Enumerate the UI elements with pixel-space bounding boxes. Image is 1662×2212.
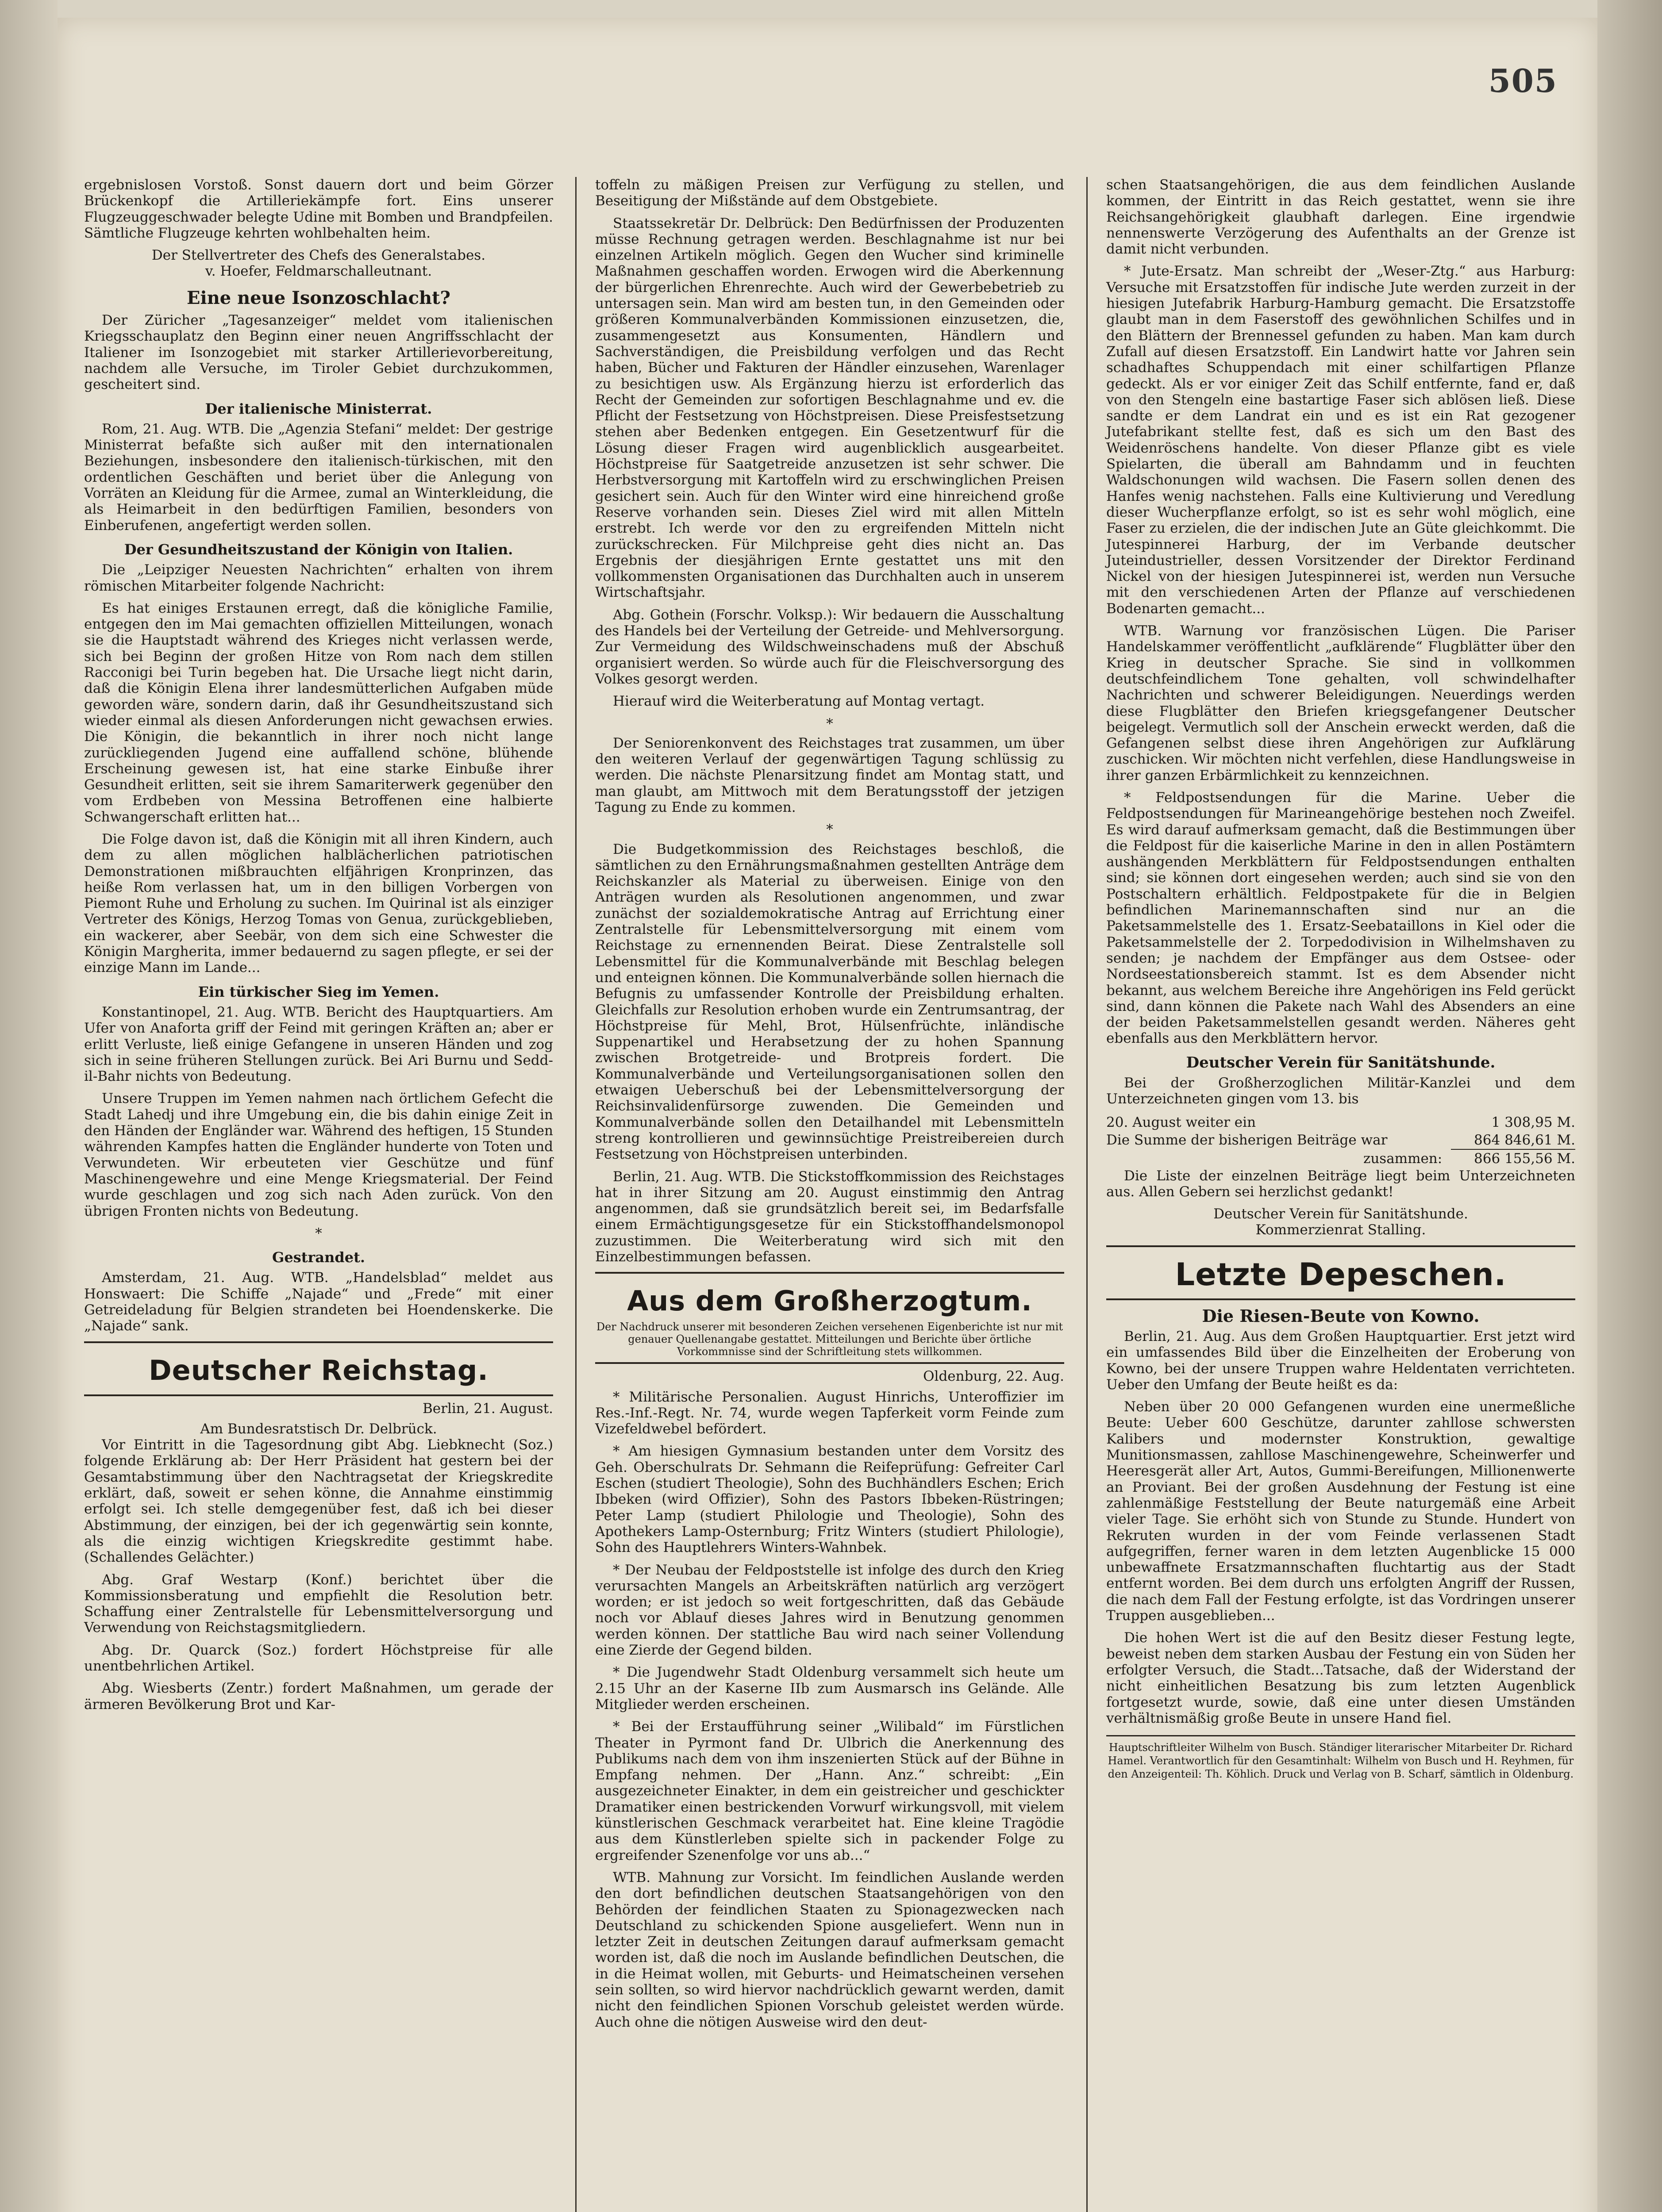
paragraph: Der Seniorenkonvent des Reichstages trat zusammen, um über den weiteren Verlauf der gegenwärtigen Tagung schlüssig zu werden. Die nächste Plenarsitzung findet am Montag statt, und man glaubt, am Mittwoch mit dem Beratungsstoff der jetzigen Tagung zu Ende zu kommen. [595,735,1064,815]
subheading: Am Bundesratstisch Dr. Delbrück. [200,1421,437,1437]
article-heading: Ein türkischer Sieg im Yemen. [198,983,439,1000]
donation-table [1106,1114,1575,1168]
paragraph: Abg. Graf Westarp (Konf.) berichtet über die Kommissionsberatung und empfiehlt die Resolution betr. Schaffung einer Zentralstelle für Lebensmittelversorgung und Verwendung von Reichstagsmitgliedern. [84,1571,553,1636]
imprint: Hauptschriftleiter Wilhelm von Busch. Ständiger literarischer Mitarbeiter Dr. Richard Hamel. Verantwortlich für den Gesamtinhalt: Wilhelm von Busch und H. Reyhmen, für den Anzeigenteil: Th. Köhlich. Druck und Verlag von B. Scharf, sämtlich in Oldenburg. [1106,1735,1575,1781]
article-heading: Die Riesen-Beute von Kowno. [1202,1306,1480,1326]
paragraph: * Am hiesigen Gymnasium bestanden unter dem Vorsitz des Geh. Oberschulrats Dr. Sehmann die Reifeprüfung: Gefreiter Carl Eschen (studiert Theologie), Sohn des Buchhändlers Eschen; Erich Ibbeken (wird Offizier), Sohn des Pastors Ibbeken-Rüstringen; Peter Lamp (studiert Philologie und Theologie), Sohn des Apothekers Lamp-Osternburg; Fritz Winters (studiert Philologie), Sohn des Hauptlehrers Winters-Wahnbek. [595,1443,1064,1556]
paragraph: Amsterdam, 21. Aug. WTB. „Handelsblad“ meldet aus Honswaert: Die Schiffe „Najade“ und „Frede“ mit einer Getreideladung für Belgien strandeten bei Hoendenskerke. Die „Najade“ sank. [84,1270,553,1334]
signature: v. Hoefer, Feldmarschalleutnant. [205,263,432,280]
paragraph: Vor Eintritt in die Tagesordnung gibt Abg. Liebknecht (Soz.) folgende Erklärung ab: Der Herr Präsident hat gestern bei der Gesamtabstimmung über den Nachtragsetat der Kriegskredite erklärt, daß, soweit er sehen könne, die Annahme einstimmig erfolgt sei. Ich stelle demgegenüber fest, daß ich bei dieser Abstimmung, der einzigen, bei der ich gegenwärtig sein konnte, als die einzig wichtigen Kriegskredite gestimmt habe. (Schallendes Gelächter.) [84,1437,553,1566]
table-cell: 1 308,95 M. [1491,1114,1575,1130]
section-heading: Aus dem Großherzogtum. [627,1285,1032,1317]
paragraph: Abg. Gothein (Forschr. Volksp.): Wir bedauern die Ausschaltung des Handels bei der Verteilung der Getreide- und Mehlversorgung. Zur Vermeidung des Wildschweinschadens muß der Abschuß organisiert werden. So würde auch für die Fleischversorgung des Volkes gesorgt werden. [595,607,1064,687]
column-1 [84,177,553,1719]
paragraph: Berlin, 21. Aug. WTB. Die Stickstoffkommission des Reichstages hat in ihrer Sitzung am 20. August einstimmig den Antrag angenommen, daß sie grundsätzlich bereit sei, im Bedarfsfalle einem Ermächtigungsgesetze für ein Stickstoffhandelsmonopol zuzustimmen. Die Weiterberatung wird sich mit den Einzelbestimmungen befassen. [595,1168,1064,1265]
paragraph: Abg. Dr. Quarck (Soz.) fordert Höchstpreise für alle unentbehrlichen Artikel. [84,1642,553,1674]
signature: Kommerzienrat Stalling. [1255,1222,1426,1238]
paragraph: Berlin, 21. Aug. Aus dem Großen Hauptquartier. Erst jetzt wird ein umfassendes Bild über die Einzelheiten der Eroberung von Kowno, bei der unsere Truppen wahre Heldentaten verrichteten. Ueber den Umfang der Beute heißt es da: [1106,1329,1575,1393]
paragraph: Der Züricher „Tagesanzeiger“ meldet vom italienischen Kriegsschauplatz den Beginn einer neuen Angriffsschlacht der Italiener im Isonzogebiet mit starker Artillerievorbereitung, nachdem alle Versuche, im Tiroler Gebiet durchzukommen, gescheitert sind. [84,312,553,393]
paragraph: Unsere Truppen im Yemen nahmen nach örtlichem Gefecht die Stadt Lahedj und ihre Umgebung ein, die bis dahin einige Zeit in den Händen der Engländer war. Während des heftigen, 15 Stunden währenden Kampfes hatten die Engländer hunderte von Toten und Verwundeten. Wir erbeuteten vier Geschütze und fünf Maschinengewehre und eine Menge Kriegsmaterial. Der Feind wurde geschlagen und zog sich nach Aden zurück. Von den übrigen Fronten nichts von Bedeutung. [84,1091,553,1219]
article-heading: Deutscher Verein für Sanitätshunde. [1186,1053,1496,1071]
column-rule [1086,177,1088,2212]
article-heading: Der Gesundheitszustand der Königin von Italien. [124,541,513,558]
paragraph: Rom, 21. Aug. WTB. Die „Agenzia Stefani“ meldet: Der gestrige Ministerrat befaßte sich außer mit den internationalen Beziehungen, insbesondere den italienisch-türkischen, mit den ordentlichen Geschäften und beriet über die Anlegung von Vorräten an Kleidung für die Armee, zumal an Winterkleidung, die als Heimarbeit in den bedürftigen Familien, besonders von Einberufenen, angefertigt werden sollen. [84,421,553,534]
table-row [1106,1114,1575,1131]
table-cell: 866 155,56 M. [1451,1149,1575,1167]
paragraph: schen Staatsangehörigen, die aus dem feindlichen Auslande kommen, der Eintritt in das Reich gestattet, wenn sie ihre Reichsangehörigkeit glaubhaft darlegen. Eine irgendwie nennenswerte Verzögerung des Aufenthalts an der Grenze ist damit nicht verbunden. [1106,177,1575,257]
article-heading: Der italienische Ministerrat. [205,400,432,417]
section-heading: Letzte Depeschen. [1175,1256,1507,1293]
table-row [1106,1131,1575,1149]
paragraph: Neben über 20 000 Gefangenen wurden eine unermeßliche Beute: Ueber 600 Geschütze, darunter zahllose schwersten Kalibers und modernster Konstruktion, gewaltige Munitionsmassen, zahllose Maschinengewehre, Scheinwerfer und Heeresgerät aller Art, Autos, Gummi-Bereifungen, Millionenwerte an Proviant. Bei der großen Ausdehnung der Festung ist eine zahlenmäßige Feststellung der Beute naturgemäß eine Arbeit vieler Tage. Sie erhöht sich von Stunde zu Stunde. Hundert von Rekruten wurden in der vom Feinde verlassenen Stadt aufgegriffen, ferner waren in dem letzten Augenblicke 15 000 unbewaffnete Ersatzmannschaften fluchtartig aus der Stadt entfernt worden. Bei dem durch uns erfolgten Angriff der Russen, die nach dem Fall der Festung erfolgte, ist das Vordringen unserer Truppen ausgeblieben... [1106,1399,1575,1624]
paragraph: toffeln zu mäßigen Preisen zur Verfügung zu stellen, und Beseitigung der Mißstände auf dem Obstgebiete. [595,177,1064,209]
paragraph: Die Folge davon ist, daß die Königin mit all ihren Kindern, auch dem zu allen möglichen halblächerlichen patriotischen Demonstrationen mißbrauchten elfjährigen Kronprinzen, das heiße Rom verlassen hat, um in den billigen Vorbergen von Piemont Ruhe und Erholung zu suchen. Im Quirinal ist als einziger Vertreter des Königs, Herzog Tomas von Genua, zurückgeblieben, ein wackerer, aber Seebär, von dem sich eine Schwester die Königin Margherita, immer bedauernd zu sagen pflegte, er sei der einzige Mann im Lande... [84,831,553,976]
paragraph: WTB. Warnung vor französischen Lügen. Die Pariser Handelskammer veröffentlicht „aufklärende“ Flugblätter über den Krieg in deutscher Sprache. Sie sind in vollkommen deutschfeindlichem Tone gehalten, voll schwindelhafter Nachrichten und schwerer Beleidigungen. Neuerdings werden diese Flugblätter den Briefen kriegsgefangener Deutscher beigelegt. Vermutlich soll der Anschein erweckt werden, daß die Gefangenen selbst diese ihren Angehörigen zur Aufklärung zuschicken. Wir möchten nicht verfehlen, diese Handlungsweise in ihrer ganzen Erbärmlichkeit zu kennzeichnen. [1106,623,1575,783]
paragraph: Die hohen Wert ist die auf den Besitz dieser Festung legte, beweist neben dem starken Ausbau der Festung ein von Süden her erfolgter Versuch, die Stadt...Tatsache, daß der Widerstand der nicht einheitlichen Besatzung bis zum letzten Augenblick fortgesetzt wurde, sowie, daß eine unter diesen Umständen verhältnismäßig große Beute in unsere Hand fiel. [1106,1630,1575,1726]
table-cell: 20. August weiter ein [1106,1114,1256,1130]
paragraph: * Der Neubau der Feldpoststelle ist infolge des durch den Krieg verursachten Mangels an Arbeitskräften natürlich arg verzögert worden; er ist jedoch so weit fortgeschritten, daß das Gebäude noch vor Ablauf dieses Jahres wird in Benutzung genommen werden können. Der stattliche Bau wird nach seiner Vollendung eine Zierde der Gegend bilden. [595,1562,1064,1659]
article-heading: Gestrandet. [272,1249,365,1266]
separator-star: * [826,715,833,732]
paragraph: Abg. Wiesberts (Zentr.) fordert Maßnahmen, um gerade der ärmeren Bevölkerung Brot und Kar- [84,1680,553,1713]
paragraph: Bei der Großherzoglichen Militär-Kanzlei und dem Unterzeichneten gingen vom 13. bis [1106,1075,1575,1107]
paragraph: ergebnislosen Vorstoß. Sonst dauern dort und beim Görzer Brückenkopf die Artilleriekämpfe fort. Eins unserer Flugzeuggeschwader belegte Udine mit Bomben und Brandpfeilen. Sämtliche Flugzeuge kehrten wohlbehalten heim. [84,177,553,241]
page-number: 505 [1488,62,1558,100]
paragraph: Staatssekretär Dr. Delbrück: Den Bedürfnissen der Produzenten müsse Rechnung getragen werden. Beschlagnahme ist nur bei einzelnen Artikeln möglich. Gegen den Wucher sind kriminelle Maßnahmen geschaffen worden. Erwogen wird die Aberkennung der bürgerlichen Ehrenrechte. Auch wird der Gewerbebetrieb zu untersagen sein. Man wird am besten tun, in den Gemeinden oder größeren Kommunalverbänden Kommissionen einzusetzen, die, zusammengesetzt aus Konsumenten, Händlern und Sachverständigen, die Preisbildung verfolgen und das Recht haben, Bücher und Fakturen der Händler einzusehen, Warenlager zu besichtigen usw. Als Ergänzung hierzu ist erforderlich das Recht der Gemeinden zur sofortigen Beschlagnahme und ev. die Pflicht der Festsetzung von Höchstpreisen. Diese Preisfestsetzung stehen aber Bedenken entgegen. Ein Gesetzentwurf für die Lösung dieser Fragen wird augenblicklich ausgearbeitet. Höchstpreise für Saatgetreide anzusetzen ist sehr schwer. Die Herbstversorgung mit Kartoffeln wird zu erschwinglichen Preisen gesichert sein. Auch für den Winter wird eine hinreichend große Reserve vorhanden sein. Dieses Ziel wird mit allen Mitteln erstrebt. Ich werde vor den zu ergreifenden Mitteln nicht zurückschrecken. Für Milchpreise geht dies nicht an. Das Ergebnis der diesjährigen Ernte gestattet uns mit den vollkommensten Organisationen das Durchhalten auch in unserem Wirtschaftsjahr. [595,215,1064,601]
separator-star: * [315,1225,322,1241]
binding-edge-left [0,0,58,2212]
paragraph: * Bei der Erstaufführung seiner „Wilibald“ im Fürstlichen Theater in Pyrmont fand Dr. Ulbrich die Anerkennung des Publikums nach dem von ihm inszenierten Stück auf der Bühne in Empfang nehmen. Der „Hann. Anz.“ schreibt: „Ein ausgezeichneter Einakter, in dem ein geistreicher und geschickter Dramatiker einen bestrickenden Vorwurf wirkungsvoll, mit vielem künstlerischen Geschmack verarbeitet hat. Eine kleine Tragödie aus dem Künstlerleben spielte sich in packender Folge zu ergreifender Szenenfolge vor uns ab...“ [595,1719,1064,1863]
paragraph: Die „Leipziger Neuesten Nachrichten“ erhalten von ihrem römischen Mitarbeiter folgende Nachricht: [84,562,553,594]
paragraph: * Jute-Ersatz. Man schreibt der „Weser-Ztg.“ aus Harburg: Versuche mit Ersatzstoffen für indische Jute werden zurzeit in der hiesigen Jutefabrik Harburg-Hamburg gemacht. Die Ersatzstoffe glaubt man in dem Faserstoff des gewöhnlichen Schilfes und in den Blättern der Brennessel gefunden zu haben. Man kam durch Zufall auf diesen Ersatzstoff. Ein Landwirt hatte vor Jahren sein schadhaftes Schuppendach mit einer schilfartigen Pflanze gedeckt. Als er vor einiger Zeit das Schilf entfernte, fand er, daß von den Stengeln eine bastartige Faser sich ablösen ließ. Diese sandte er dem Landrat ein und es ist ein Rat gezogener Jutefabrikant stellte fest, daß es sich um den Bast des Weidenröschens handelte. Von dieser Pflanze gibt es viele Spielarten, die überall am Bahndamm und in feuchten Waldschonungen wild wachsen. Die Fasern sollen denen des Hanfes wenig nachstehen. Falls eine Kultivierung und Veredlung dieser Wucherpflanze erfolgt, so ist es sehr wohl möglich, eine Faser zu erzielen, die der indischen Jute an Güte gleichkommt. Die Jutespinnerei Harburg, der im Verbande deutscher Juteindustrieller, dessen Vorsitzender der Direktor Ferdinand Nickel von der hiesigen Jutespinnerei ist, werden nun Versuche mit den verschiedenen Arten der Pflanze auf verschiedenen Bodenarten gemacht... [1106,263,1575,617]
column-3 [1106,177,1575,1781]
dateline: Berlin, 21. August. [423,1400,553,1417]
signature: Der Stellvertreter des Chefs des Generalstabes. [151,247,486,264]
paragraph: Die Budgetkommission des Reichstages beschloß, die sämtlichen zu den Ernährungsmaßnahmen gestellten Anträge dem Reichskanzler als Material zu überweisen. Einige von den Anträgen wurden als Resolutionen angenommen, und zwar zunächst der sozialdemokratische Antrag auf Errichtung einer Zentralstelle für Lebensmittelversorgung mit einem vom Reichstage zu ernennenden Beirat. Diese Zentralstelle soll Lebensmittel für die Kommunalverbände mit Beschlag belegen und enteignen können. Die Kommunalverbände sollen hiernach die Befugnis zu umfassender Kontrolle der Preisbildung erhalten. Gleichfalls zur Resolution erhoben wurde ein Zentrumsantrag, der Höchstpreise für Mehl, Brot, Hülsenfrüchte, inländische Suppenartikel und Herabsetzung der zu hohen Spannung zwischen Brotgetreide- und Brotpreis fordert. Die Kommunalverbände und Verteilungsorganisationen sollen den etwaigen Ueberschuß bei der Lebensmittelversorgung der Reichsinvalidenfürsorge zuwenden. Die Gemeinden und Kommunalverbände sollen den Detailhandel mit Lebensmitteln streng kontrollieren und gewinnsüchtige Preistreibereien durch Festsetzung von Höchstpreisen unterbinden. [595,841,1064,1163]
paragraph: WTB. Mahnung zur Vorsicht. Im feindlichen Auslande werden den dort befindlichen deutschen Staatsangehörigen von den Behörden der feindlichen Staaten zu Spionagezwecken nach Deutschland zu schickenden Spione ausgeliefert. Wenn nun in letzter Zeit in deutschen Zeitungen darauf aufmerksam gemacht worden ist, daß die noch im Auslande befindlichen Deutschen, die in die Heimat wollen, mit Geburts- und Heimatscheinen versehen sein sollten, so wird hiervor nachdrücklich gewarnt werden, damit nicht den feindlichen Spionen Vorschub geleistet werden würde. Auch ohne die nötigen Ausweise wird den deut- [595,1869,1064,2030]
paragraph: Konstantinopel, 21. Aug. WTB. Bericht des Hauptquartiers. Am Ufer von Anaforta griff der Feind mit geringen Kräften an; aber er erlitt Verluste, ließ einige Gefangene in unseren Händen und zog sich in seine früheren Stellungen zurück. Bei Ari Burnu und Sedd-il-Bahr nichts von Bedeutung. [84,1004,553,1085]
section-heading: Deutscher Reichstag. [149,1354,489,1386]
paragraph: * Die Jugendwehr Stadt Oldenburg versammelt sich heute um 2.15 Uhr an der Kaserne IIb zum Ausmarsch ins Gelände. Alle Mitglieder werden erscheinen. [595,1664,1064,1713]
reprint-notice: Der Nachdruck unserer mit besonderen Zeichen versehenen Eigenberichte ist nur mit genauer Quellenangabe gestattet. Mitteilungen und Berichte über örtliche Vorkommnisse sind der Schriftleitung stets willkommen. [596,1321,1063,1358]
table-cell: Die Summe der bisherigen Beiträge war [1106,1132,1388,1148]
paragraph: * Militärische Personalien. August Hinrichs, Unteroffizier im Res.-Inf.-Regt. Nr. 74, wurde wegen Tapferkeit vorm Feinde zum Vizefeldwebel befördert. [595,1389,1064,1437]
table-cell: zusammen: [1363,1150,1443,1167]
table-cell: 864 846,61 M. [1474,1132,1575,1148]
column-2 [595,177,1064,2036]
paragraph: Es hat einiges Erstaunen erregt, daß die königliche Familie, entgegen den im Mai gemachten offiziellen Mitteilungen, wonach sie die Hauptstadt während des Krieges nicht verlassen werde, sich bei Beginn der großen Hitze von Rom nach dem stillen Racconigi bei Turin begeben hat. Die Ursache liegt nicht darin, daß die Königin Elena ihrer landesmütterlichen Aufgaben müde geworden wäre, sondern darin, daß ihr Gesundheitszustand sich wieder einmal als diesen Anforderungen nicht gewachsen erwies. Die Königin, die bekanntlich in ihrer noch nicht lange zurückliegenden Jugend eine auffallend schöne, blühende Erscheinung gewesen ist, hat eine starke Einbuße ihrer Gesundheit erlitten, seit sie ihrem Samariterwerk gegenüber den vom Erdbeben von Messina Betroffenen eine halbierte Schwangerschaft erlitten hat... [84,600,553,825]
newspaper-page [58,18,1597,2212]
paragraph: Die Liste der einzelnen Beiträge liegt beim Unterzeichneten aus. Allen Gebern sei herzlichst gedankt! [1106,1167,1575,1200]
separator-star: * [826,822,833,838]
paragraph: Hierauf wird die Weiterberatung auf Montag vertagt. [613,693,985,710]
dateline: Oldenburg, 22. Aug. [923,1368,1064,1385]
paragraph: * Feldpostsendungen für die Marine. Ueber die Feldpostsendungen für Marineangehörige bestehen noch Zweifel. Es wird darauf aufmerksam gemacht, daß die Bestimmungen über die Feldpost für die kaiserliche Marine in den in allen Postämtern aushängenden Merkblättern für Feldpostsendungen enthalten sind; sie können dort eingesehen werden; auch sind sie von den Postschaltern erhältlich. Feldpostpakete für die in Belgien befindlichen Marinemannschaften sind nur an die Paketsammelstelle des 1. Ersatz-Seebataillons in Kiel oder die Paketsammelstelle der 2. Torpedodivision in Wilhelmshaven zu senden; je nachdem der Empfänger aus dem Ostsee- oder Nordseestationsbereich stammt. Ist es dem Absender nicht bekannt, aus welchem Bereiche ihre Angehörigen ins Feld gerückt sind, dann können die Pakete nach Wahl des Absenders an eine der beiden Paketsammelstellen gesandt werden. Näheres geht ebenfalls aus den Merkblättern hervor. [1106,789,1575,1047]
column-rule [575,177,577,2212]
table-row [1106,1149,1575,1167]
binding-edge-right [1597,0,1662,2212]
article-heading: Eine neue Isonzoschlacht? [187,287,450,308]
signature: Deutscher Verein für Sanitätshunde. [1213,1206,1468,1222]
